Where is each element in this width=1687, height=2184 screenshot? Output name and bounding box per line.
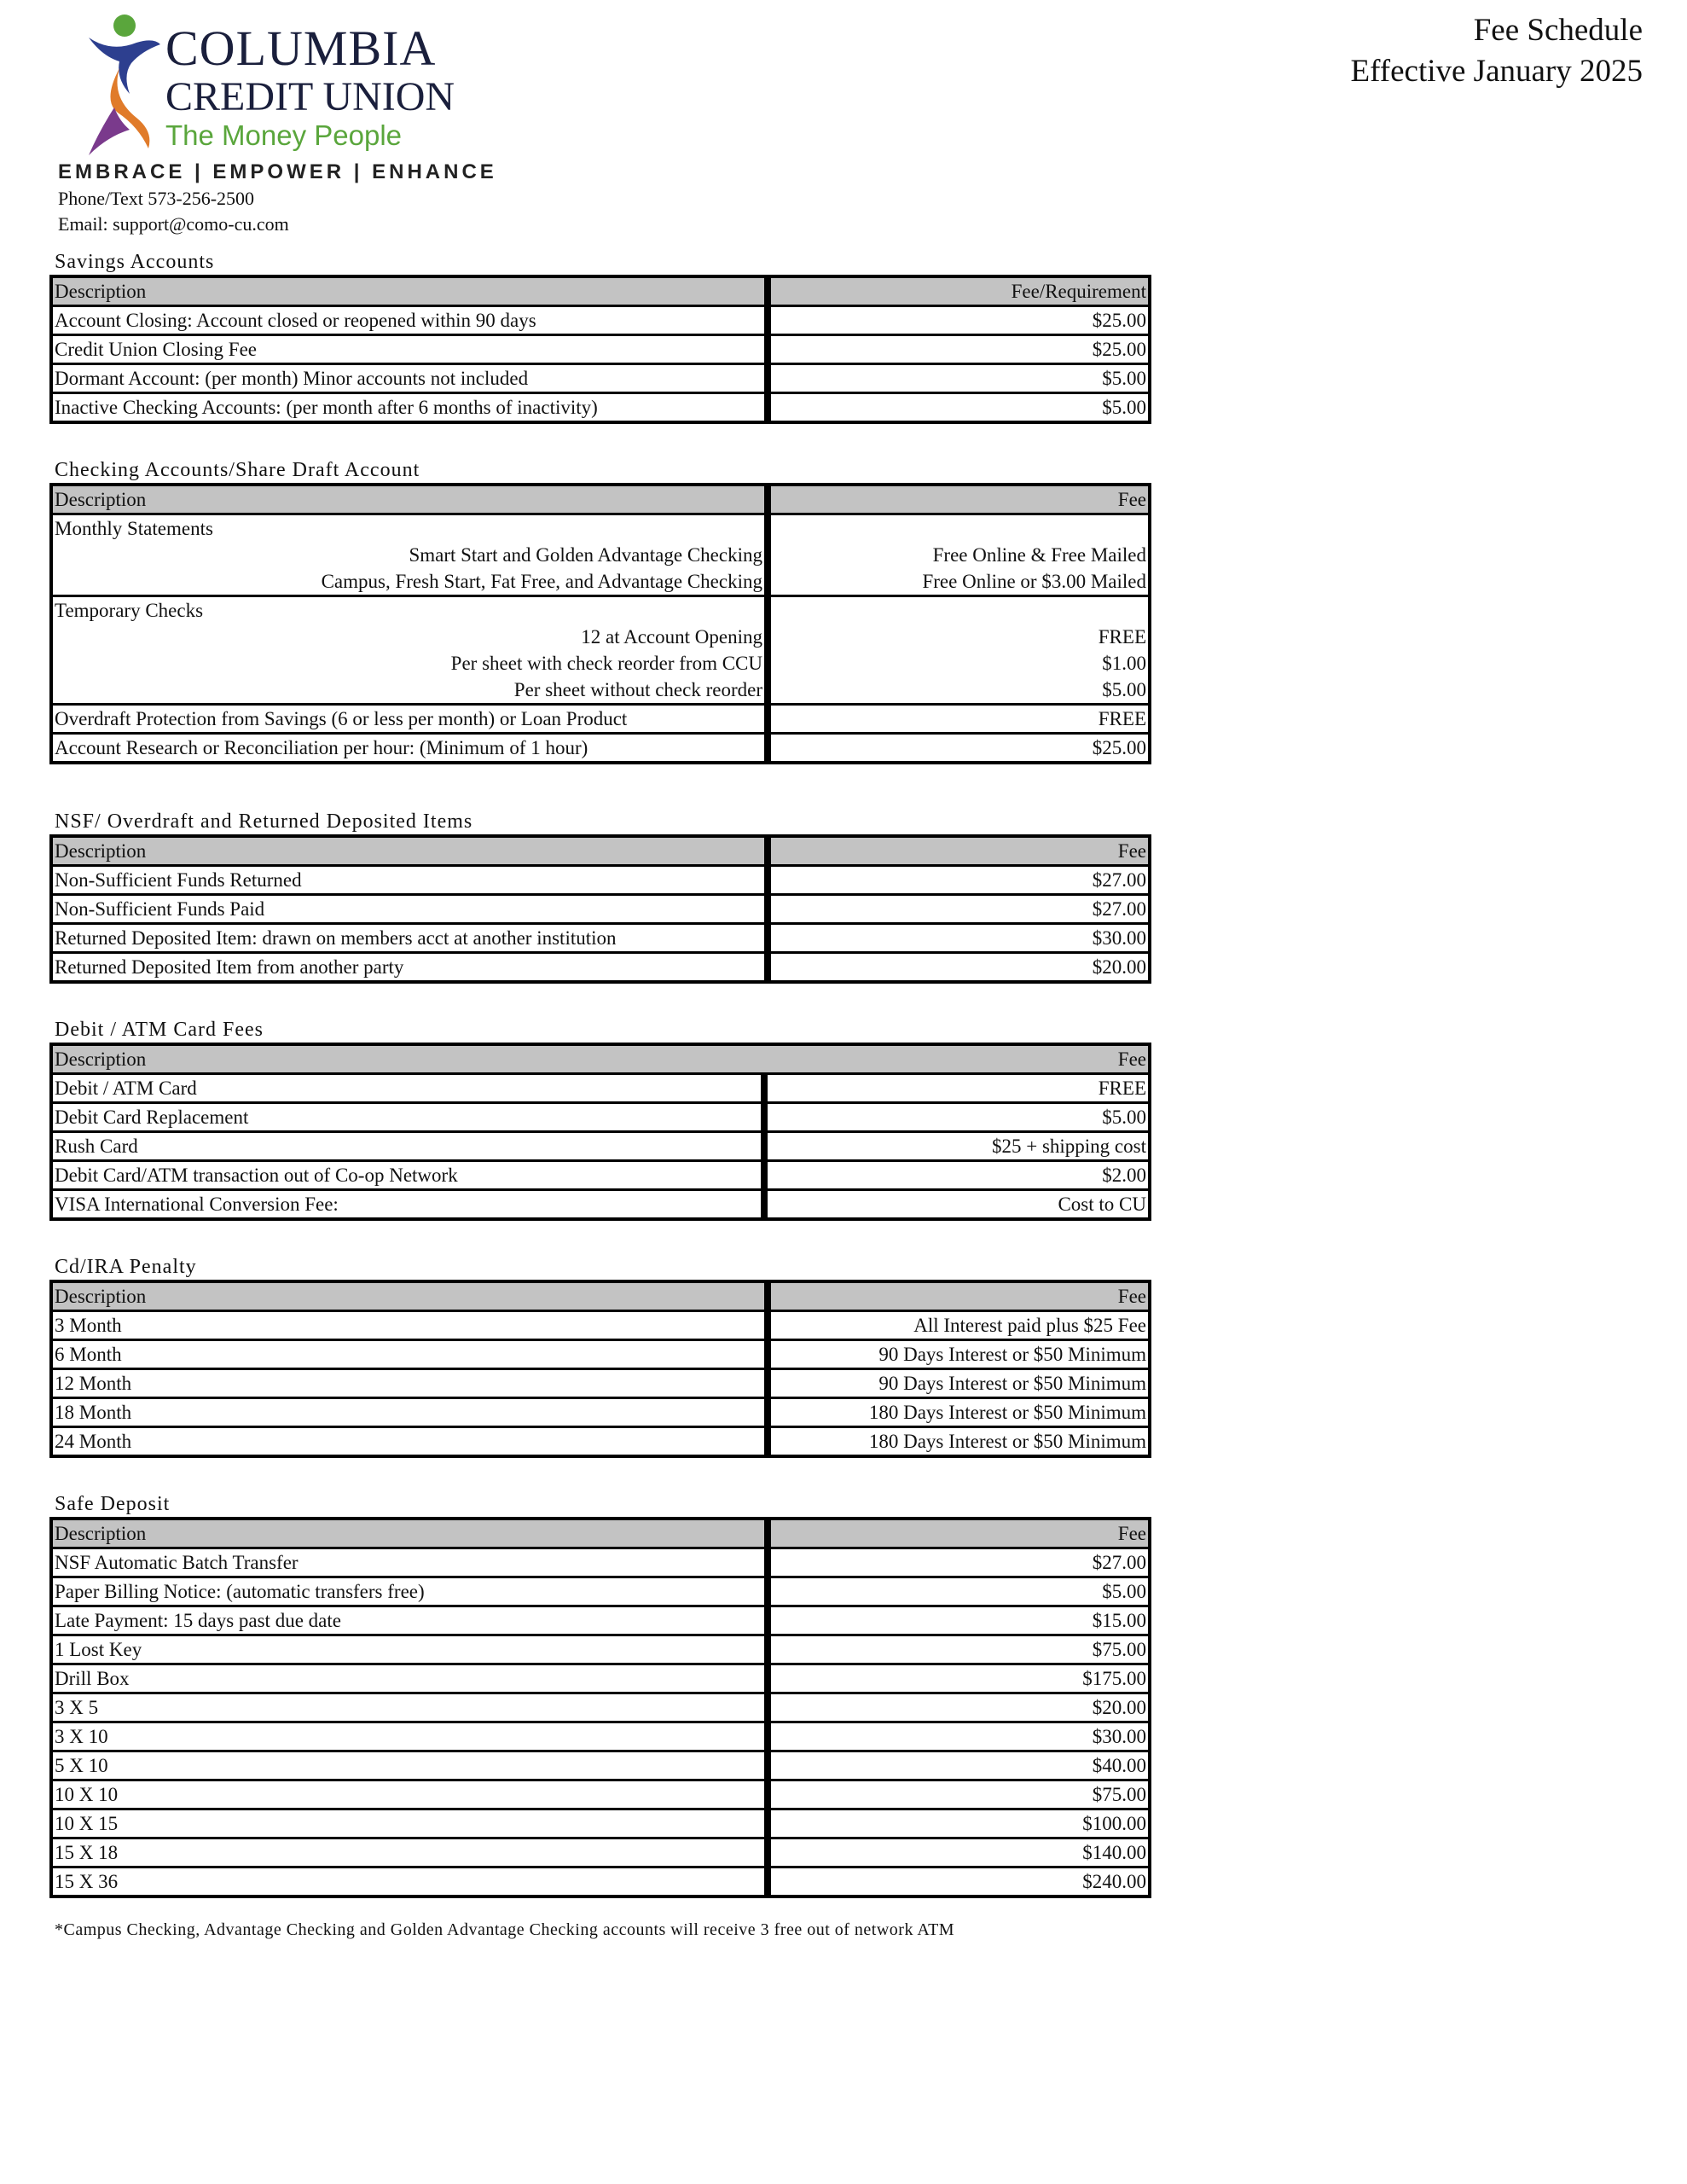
cd-ira-table <box>49 1280 1151 1458</box>
row-description: Campus, Fresh Start, Fat Free, and Advantage Checking <box>53 568 768 595</box>
row-description: Rush Card <box>53 1130 764 1159</box>
table-row <box>53 363 1148 392</box>
row-fee: $75.00 <box>768 1634 1148 1663</box>
table-row <box>53 305 1148 334</box>
contact-phone: Phone/Text 573-256-2500 <box>58 188 255 209</box>
table-row <box>53 624 1148 650</box>
table-row <box>53 392 1148 421</box>
row-description: Smart Start and Golden Advantage Checking <box>53 542 768 568</box>
row-description: 10 X 15 <box>53 1808 768 1837</box>
table-row <box>53 1072 1148 1101</box>
row-fee: 180 Days Interest or $50 Minimum <box>768 1426 1148 1455</box>
row-description: Paper Billing Notice: (automatic transfers free) <box>53 1576 768 1605</box>
nsf-section <box>49 809 1151 984</box>
row-fee: $5.00 <box>764 1101 1148 1130</box>
section-title: NSF/ Overdraft and Returned Deposited Items <box>55 810 473 833</box>
row-description: Late Payment: 15 days past due date <box>53 1605 768 1634</box>
row-fee: FREE <box>768 624 1148 650</box>
table-row <box>53 1837 1148 1866</box>
contact-email: Email: support@como-cu.com <box>58 213 289 235</box>
table-row <box>53 1634 1148 1663</box>
table-row <box>53 334 1148 363</box>
row-fee: Cost to CU <box>764 1188 1148 1217</box>
logo-slogan: The Money People <box>165 119 403 151</box>
row-description: Debit Card Replacement <box>53 1101 764 1130</box>
row-fee: $5.00 <box>768 677 1148 703</box>
table-row <box>53 677 1148 703</box>
header-description: Description <box>53 838 768 864</box>
row-fee: $15.00 <box>768 1605 1148 1634</box>
table-row <box>53 1808 1148 1837</box>
table-row <box>53 1692 1148 1721</box>
table-row <box>53 1721 1148 1750</box>
row-fee: $5.00 <box>768 392 1148 421</box>
row-fee: $27.00 <box>768 1547 1148 1576</box>
row-description: 10 X 10 <box>53 1779 768 1808</box>
row-fee: $1.00 <box>768 650 1148 677</box>
table-row <box>53 1750 1148 1779</box>
credit-union-logo <box>85 12 461 157</box>
table-row <box>53 542 1148 568</box>
row-description: 6 Month <box>53 1339 768 1368</box>
row-fee: $25.00 <box>768 305 1148 334</box>
row-fee: $25 + shipping cost <box>764 1130 1148 1159</box>
row-description: 3 Month <box>53 1310 768 1339</box>
row-fee: $2.00 <box>764 1159 1148 1188</box>
header-description: Description <box>53 1283 768 1310</box>
table-row <box>53 951 1148 980</box>
row-description: 12 Month <box>53 1368 768 1397</box>
row-description: Credit Union Closing Fee <box>53 334 768 363</box>
row-description: Returned Deposited Item from another party <box>53 951 768 980</box>
row-description: 1 Lost Key <box>53 1634 768 1663</box>
table-row <box>53 1426 1148 1455</box>
section-title: Cd/IRA Penalty <box>55 1256 197 1278</box>
table-row <box>53 1605 1148 1634</box>
row-description: Dormant Account: (per month) Minor accounts not included <box>53 363 768 392</box>
effective-date: Effective January 2025 <box>1350 54 1643 89</box>
row-fee: $20.00 <box>768 951 1148 980</box>
header-description: Description <box>53 1046 764 1072</box>
row-fee: 90 Days Interest or $50 Minimum <box>768 1368 1148 1397</box>
table-row <box>53 1663 1148 1692</box>
header-description: Description <box>53 1520 768 1547</box>
row-fee: $240.00 <box>768 1866 1148 1895</box>
table-row <box>53 1397 1148 1426</box>
table-row <box>53 1576 1148 1605</box>
row-description: 15 X 36 <box>53 1866 768 1895</box>
row-fee: $30.00 <box>768 922 1148 951</box>
row-fee: $140.00 <box>768 1837 1148 1866</box>
row-fee: $25.00 <box>768 334 1148 363</box>
row-fee: $5.00 <box>768 1576 1148 1605</box>
checking-table <box>49 483 1151 764</box>
table-row <box>53 650 1148 677</box>
table-row <box>53 1159 1148 1188</box>
row-fee: $175.00 <box>768 1663 1148 1692</box>
row-fee: $20.00 <box>768 1692 1148 1721</box>
table-row <box>53 1779 1148 1808</box>
header-description: Description <box>53 278 768 305</box>
row-description: Drill Box <box>53 1663 768 1692</box>
row-fee: Free Online & Free Mailed <box>768 542 1148 568</box>
row-fee: FREE <box>764 1072 1148 1101</box>
row-description: 24 Month <box>53 1426 768 1455</box>
table-row <box>53 864 1148 893</box>
row-fee: $75.00 <box>768 1779 1148 1808</box>
header-fee: Fee/Requirement <box>768 278 1148 305</box>
header-description: Description <box>53 486 768 513</box>
document-title: Fee Schedule <box>1473 13 1643 48</box>
document-info <box>1351 10 1643 92</box>
table-row <box>53 1101 1148 1130</box>
debit-section <box>49 1017 1151 1221</box>
table-row <box>53 922 1148 951</box>
header-fee: Fee <box>764 1046 1148 1072</box>
table-row <box>53 1310 1148 1339</box>
nsf-table <box>49 834 1151 984</box>
table-row <box>53 1547 1148 1576</box>
header-fee: Fee <box>768 486 1148 513</box>
header-fee: Fee <box>768 1283 1148 1310</box>
row-description: 12 at Account Opening <box>53 624 768 650</box>
row-description: Inactive Checking Accounts: (per month after 6 months of inactivity) <box>53 392 768 421</box>
section-title: Debit / ATM Card Fees <box>55 1019 264 1041</box>
row-fee: $100.00 <box>768 1808 1148 1837</box>
row-group-label: Temporary Checks <box>53 595 768 624</box>
row-fee: $40.00 <box>768 1750 1148 1779</box>
row-description: 3 X 10 <box>53 1721 768 1750</box>
safe-deposit-section <box>49 1491 1151 1898</box>
table-row <box>53 703 1148 732</box>
section-title: Checking Accounts/Share Draft Account <box>55 459 420 481</box>
table-row <box>53 568 1148 595</box>
section-title: Safe Deposit <box>55 1493 171 1515</box>
row-description: 3 X 5 <box>53 1692 768 1721</box>
row-description: Account Research or Reconciliation per hour: (Minimum of 1 hour) <box>53 732 768 761</box>
row-description: Debit Card/ATM transaction out of Co-op Network <box>53 1159 764 1188</box>
brand-tagline: EMBRACE | EMPOWER | ENHANCE <box>58 160 497 183</box>
row-fee: $25.00 <box>768 732 1148 761</box>
cd-ira-section <box>49 1254 1151 1458</box>
row-description: 15 X 18 <box>53 1837 768 1866</box>
row-fee: 90 Days Interest or $50 Minimum <box>768 1339 1148 1368</box>
table-row <box>53 595 1148 624</box>
table-row <box>53 732 1148 761</box>
debit-table <box>49 1043 1151 1221</box>
row-description: Per sheet with check reorder from CCU <box>53 650 768 677</box>
logo-name-line1: COLUMBIA <box>165 20 437 76</box>
savings-table <box>49 275 1151 424</box>
header-fee: Fee <box>768 838 1148 864</box>
row-fee: $30.00 <box>768 1721 1148 1750</box>
row-fee: $27.00 <box>768 864 1148 893</box>
row-description: 18 Month <box>53 1397 768 1426</box>
header-fee: Fee <box>768 1520 1148 1547</box>
row-description: Non-Sufficient Funds Returned <box>53 864 768 893</box>
table-row <box>53 1130 1148 1159</box>
row-description: Overdraft Protection from Savings (6 or less per month) or Loan Product <box>53 703 768 732</box>
row-fee: $5.00 <box>768 363 1148 392</box>
table-row <box>53 1866 1148 1895</box>
row-description: Debit / ATM Card <box>53 1072 764 1101</box>
row-fee: Free Online or $3.00 Mailed <box>768 568 1148 595</box>
table-row <box>53 513 1148 542</box>
row-description: Non-Sufficient Funds Paid <box>53 893 768 922</box>
logo-name-line2: CREDIT UNION <box>165 74 455 119</box>
row-description: NSF Automatic Batch Transfer <box>53 1547 768 1576</box>
footnote: *Campus Checking, Advantage Checking and Golden Advantage Checking accounts will receive 3 free out of network ATM <box>55 1920 955 1939</box>
table-row <box>53 1368 1148 1397</box>
table-row <box>53 893 1148 922</box>
savings-section <box>49 249 1151 424</box>
row-fee: 180 Days Interest or $50 Minimum <box>768 1397 1148 1426</box>
logo-figure-icon <box>85 12 162 157</box>
row-description: Returned Deposited Item: drawn on members acct at another institution <box>53 922 768 951</box>
table-row <box>53 1188 1148 1217</box>
row-description: VISA International Conversion Fee: <box>53 1188 764 1217</box>
row-description: 5 X 10 <box>53 1750 768 1779</box>
row-group-label: Monthly Statements <box>53 513 768 542</box>
row-description: Account Closing: Account closed or reopened within 90 days <box>53 305 768 334</box>
row-fee: FREE <box>768 703 1148 732</box>
row-fee: All Interest paid plus $25 Fee <box>768 1310 1148 1339</box>
checking-section <box>49 457 1151 764</box>
section-title: Savings Accounts <box>55 251 215 273</box>
safe-deposit-table <box>49 1517 1151 1898</box>
table-row <box>53 1339 1148 1368</box>
row-fee: $27.00 <box>768 893 1148 922</box>
row-description: Per sheet without check reorder <box>53 677 768 703</box>
